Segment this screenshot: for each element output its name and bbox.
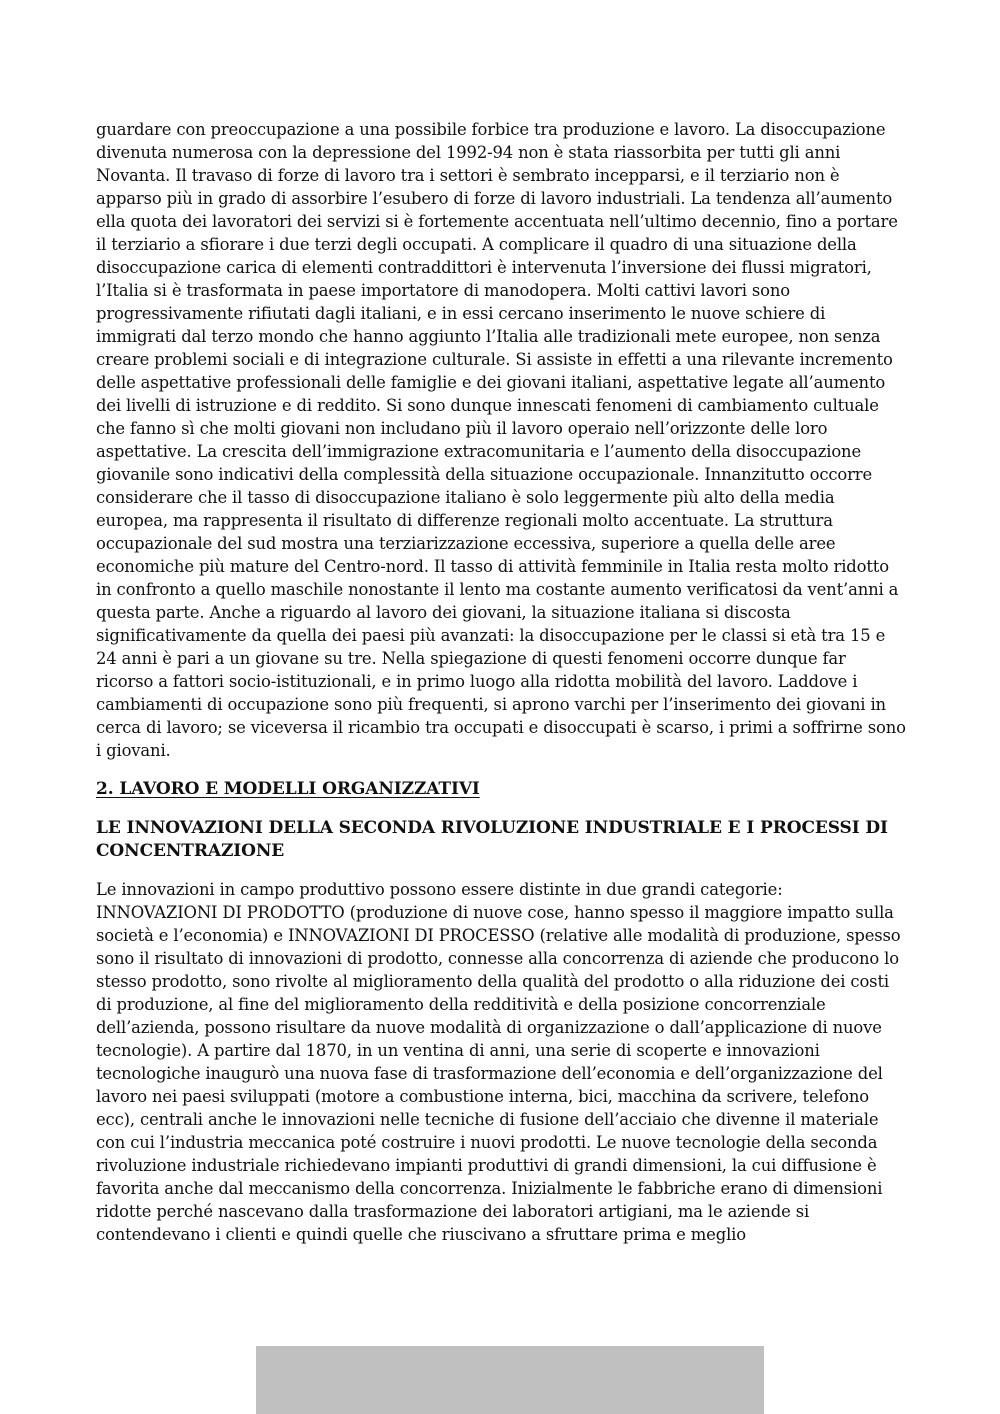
footer-gray-bar bbox=[256, 1346, 764, 1414]
document-page bbox=[96, 118, 906, 1246]
body-paragraph-innovations: Le innovazioni in campo produttivo possono essere distinte in due grandi categorie: INNOVAZIONI DI PRODOTTO (produzione di nuove cose, hanno spesso il maggiore impatto sulla società e l’economia) e INNOVAZIONI DI PROCESSO (relative alle modalità di produzione, spesso sono il risultato di innovazioni di prodotto, connesse alla concorrenza di aziende che producono lo stesso prodotto, sono rivolte al miglioramento della qualità del prodotto o alla riduzione dei costi di produzione, al fine del miglioramento della redditività e della posizione concorrenziale dell’azienda, possono risultare da nuove modalità di organizzazione o dall’applicazione di nuove tecnologie). A partire dal 1870, in un ventina di anni, una serie di scoperte e innovazioni tecnologiche inaugurò una nuova fase di trasformazione dell’economia e dell’organizzazione del lavoro nei paesi sviluppati (motore a combustione interna, bici, macchina da scrivere, telefono ecc), centrali anche le innovazioni nelle tecniche di fusione dell’acciaio che divenne il materiale con cui l’industria meccanica poté costruire i nuovi prodotti. Le nuove tecnologie della seconda rivoluzione industriale richiedevano impianti produttivi di grandi dimensioni, la cui diffusione è favorita anche dal meccanismo della concorrenza. Inizialmente le fabbriche erano di dimensioni ridotte perché nascevano dalla trasformazione dei laboratori artigiani, ma le aziende si contendevano i clienti e quindi quelle che riuscivano a sfruttare prima e meglio bbox=[96, 880, 901, 1244]
section-heading: 2. LAVORO E MODELLI ORGANIZZATIVI bbox=[96, 779, 480, 799]
body-paragraph-labour-market: guardare con preoccupazione a una possibile forbice tra produzione e lavoro. La disoccupazione divenuta numerosa con la depressione del 1992-94 non è stata riassorbita per tutti gli anni Novanta. Il travaso di forze di lavoro tra i settori è sembrato incepparsi, e il terziario non è apparso più in grado di assorbire l’esubero di forze di lavoro industriali. La tendenza all’aumento ella quota dei lavoratori dei servizi si è fortemente accentuata nell’ultimo decennio, fino a portare il terziario a sfiorare i due terzi degli occupati. A complicare il quadro di una situazione della disoccupazione carica di elementi contraddittori è intervenuta l’inversione dei flussi migratori, l’Italia si è trasformata in paese importatore di manodopera. Molti cattivi lavori sono progressivamente rifiutati dagli italiani, e in essi cercano inserimento le nuove schiere di immigrati dal terzo mondo che hanno aggiunto l’Italia alle tradizionali mete europee, non senza creare problemi sociali e di integrazione culturale. Si assiste in effetti a una rilevante incremento delle aspettative professionali delle famiglie e dei giovani italiani, aspettative legate all’aumento dei livelli di istruzione e di reddito. Si sono dunque innescati fenomeni di cambiamento cultuale che fanno sì che molti giovani non includano più il lavoro operaio nell’orizzonte delle loro aspettative. La crescita dell’immigrazione extracomunitaria e l’aumento della disoccupazione giovanile sono indicativi della complessità della situazione occupazionale. Innanzitutto occorre considerare che il tasso di disoccupazione italiano è solo leggermente più alto della media europea, ma rappresenta il risultato di differenze regionali molto accentuate. La struttura occupazionale del sud mostra una terziarizzazione eccessiva, superiore a quella delle aree economiche più mature del Centro-nord. Il tasso di attività femminile in Italia resta molto ridotto in confronto a quello maschile nonostante il lento ma costante aumento verificatosi da vent’anni a questa parte. Anche a riguardo al lavoro dei giovani, la situazione italiana si discosta significativamente da quella dei paesi più avanzati: la disoccupazione per le classi si età tra 15 e 24 anni è pari a un giovane su tre. Nella spiegazione di questi fenomeni occorre dunque far ricorso a fattori socio-istituzionali, e in primo luogo alla ridotta mobilità del lavoro. Laddove i cambiamenti di occupazione sono più frequenti, si aprono varchi per l’inserimento dei giovani in cerca di lavoro; se viceversa il ricambio tra occupati e disoccupati è scarso, i primi a soffrirne sono i giovani. bbox=[96, 120, 906, 760]
sub-heading: LE INNOVAZIONI DELLA SECONDA RIVOLUZIONE INDUSTRIALE E I PROCESSI DI CONCENTRAZIONE bbox=[96, 818, 888, 861]
